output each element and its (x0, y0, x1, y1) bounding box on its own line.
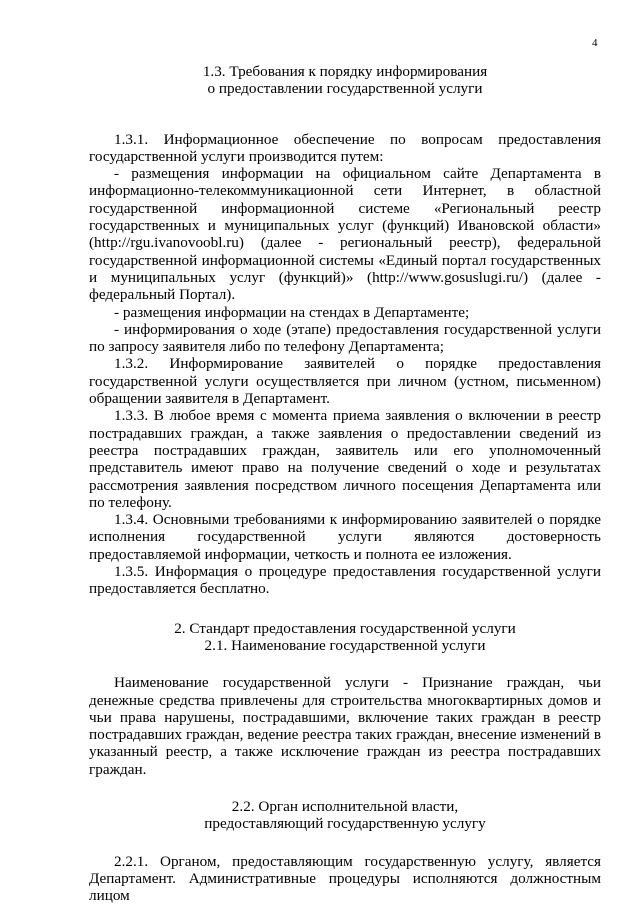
paragraph-1-3-3: 1.3.3. В любое время с момента приема заявления о включении в реестр пострадавших граждан, а также заявления о предоставлении сведений из реестра пострадавших граждан, заявитель или его уполномоченный представитель имеют право на получение сведений о ходе и результатах рассмотрения заявления посредством личного посещения Департамента или по телефону. (89, 407, 601, 511)
paragraph-2-2-1: 2.2.1. Органом, предоставляющим государственную услугу, является Департамент. Административные процедуры исполняются должностным лицом (89, 852, 601, 905)
paragraph-1-3-1-item-stands: - размещения информации на стендах в Департаменте; (114, 303, 470, 321)
paragraph-1-3-5: 1.3.5. Информация о процедуре предоставления государственной услуги предоставляется бесплатно. (89, 563, 601, 598)
section-1-3-heading-line-1: 1.3. Требования к порядку информирования (202, 63, 488, 80)
paragraph-1-3-1-item-website: - размещения информации на официальном сайте Департамента в информационно-телекоммуникационной сети Интернет, в областной государственной информационной системе «Региональный реестр государственных и муниципальных услуг (функций) Ивановской области» (http://rgu.ivanovoobl.ru) (далее - региональный реестр), федеральной государственной информационной системы «Единый портал государственных и муниципальных услуг (функций)» (http://www.gosuslugi.ru/) (далее - федеральный Портал). (89, 165, 601, 304)
section-2-2-heading-line-1: 2.2. Орган исполнительной власти, (231, 797, 459, 815)
section-2-heading (89, 620, 601, 655)
paragraph-1-3-1-item-progress: - информирования о ходе (этапе) предоставления государственной услуги по запросу заявителя либо по телефону Департамента; (89, 320, 601, 356)
paragraph-1-3-1: 1.3.1. Информационное обеспечение по вопросам предоставления государственной услуги производится путем: (89, 130, 601, 165)
section-1-3-heading-line-2: о предоставлении государственной услуги (207, 80, 483, 98)
section-2-2-heading-line-2: предоставляющий государственную услугу (204, 815, 486, 833)
section-2-2-heading (89, 798, 601, 833)
section-1-3-heading (89, 63, 601, 98)
paragraph-2-1-service-name: Наименование государственной услуги - Признание граждан, чьи денежные средства привлечены для строительства многоквартирных домов и чьи права нарушены, пострадавшими, включение таких граждан в реестр пострадавших граждан, ведение реестра таких граждан, внесение изменений в указанный реестр, а также исключение граждан из реестра пострадавших граждан. (89, 674, 601, 778)
section-2-heading-line-1: 2. Стандарт предоставления государственной услуги (174, 619, 516, 637)
page-number: 4 (592, 37, 598, 49)
document-body (89, 63, 601, 904)
paragraph-1-3-2: 1.3.2. Информирование заявителей о порядке предоставления государственной услуги осуществляется при личном (устном, письменном) обращении заявителя в Департамент. (89, 355, 601, 408)
section-2-1-heading: 2.1. Наименование государственной услуги (204, 636, 486, 654)
paragraph-1-3-4: 1.3.4. Основными требованиями к информированию заявителей о порядке исполнения государственной услуги являются достоверность предоставляемой информации, четкость и полнота ее изложения. (89, 511, 601, 563)
